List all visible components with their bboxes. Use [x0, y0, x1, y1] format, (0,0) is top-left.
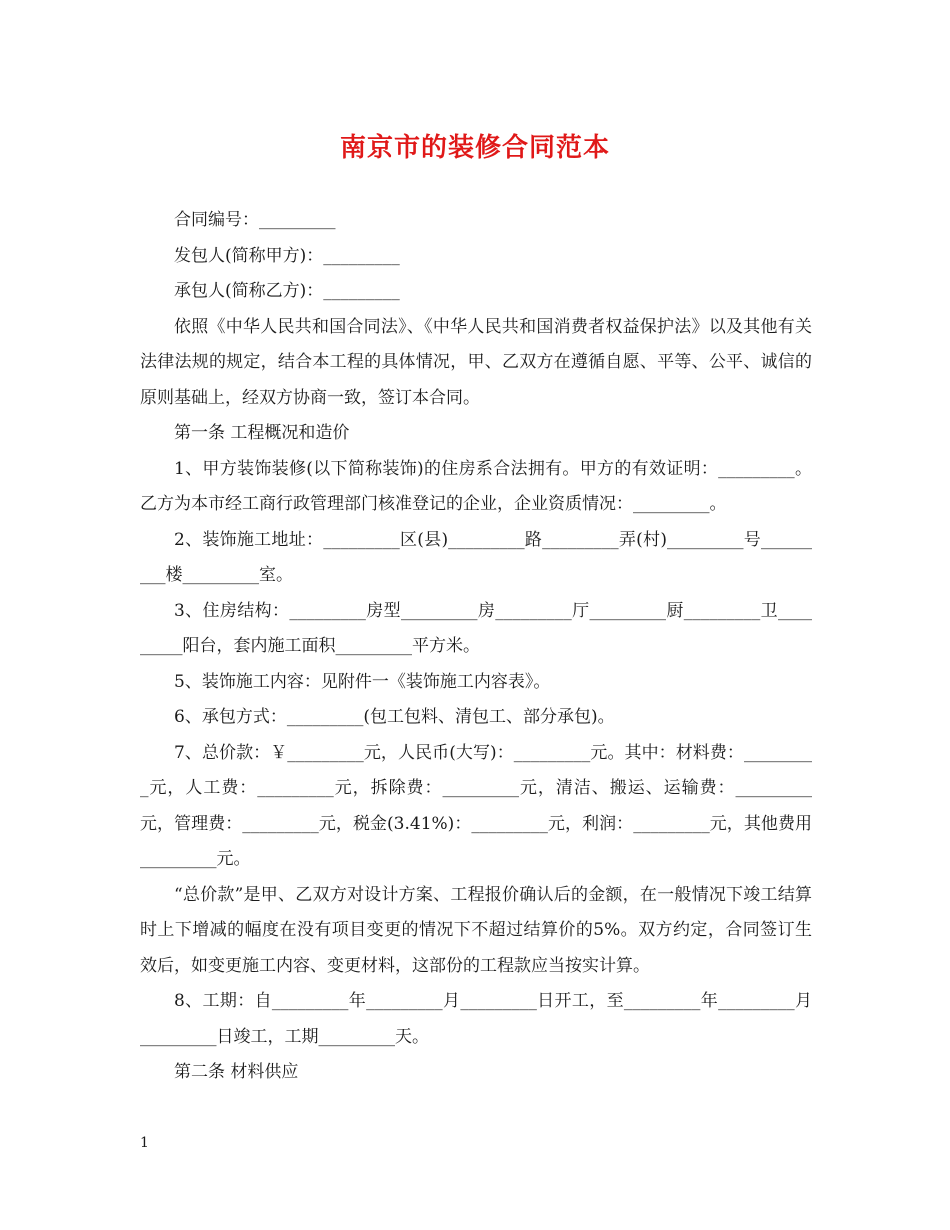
clause-2: 2、装饰施工地址：_________区(县)_________路_________弄(村)_________号_________楼_________室。	[140, 529, 812, 585]
page-number: 1	[140, 1135, 149, 1151]
total-price-note: “总价款”是甲、乙双方对设计方案、工程报价确认后的金额，在一般情况下竣工结算时上下增减的幅度在没有项目变更的情况下不超过结算价的5%。双方约定，合同签订生效后，如变更施工内容、变更材料，这部份的工程款应当按实计算。	[140, 884, 812, 976]
party-a-line: 发包人(简称甲方)：_________	[174, 245, 400, 266]
clause-5: 5、装饰施工内容：见附件一《装饰施工内容表》。	[174, 671, 551, 692]
article-2-heading: 第二条 材料供应	[174, 1062, 299, 1082]
contract-number-line: 合同编号：_________	[174, 210, 336, 230]
document-title: 南京市的装修合同范本	[339, 133, 610, 163]
clause-1: 1、甲方装饰装修(以下简称装饰)的住房系合法拥有。甲方的有效证明：_________。乙方为本市经工商行政管理部门核准登记的企业，企业资质情况：_________。	[140, 458, 812, 514]
preamble-paragraph: 依照《中华人民共和国合同法》、《中华人民共和国消费者权益保护法》以及其他有关法律法规的规定，结合本工程的具体情况，甲、乙双方在遵循自愿、平等、公平、诚信的原则基础上，经双方协商一致，签订本合同。	[140, 316, 812, 408]
clause-6: 6、承包方式：_________(包工包料、清包工、部分承包)。	[174, 707, 615, 727]
clause-3: 3、住房结构：_________房型_________房_________厅_________厨_________卫_________阳台，套内施工面积_________平方米。	[140, 600, 812, 656]
article-1-heading: 第一条 工程概况和造价	[174, 423, 350, 443]
clause-8: 8、工期：自_________年_________月_________日开工，至_________年_________月_________日竣工，工期_________天。	[140, 991, 812, 1047]
document-body	[140, 203, 812, 1091]
party-b-line: 承包人(简称乙方)：_________	[174, 281, 400, 301]
clause-7: 7、总价款：￥_________元，人民币(大写)：_________元。其中：材料费：_________元，人工费：_________元，拆除费：_________元，清洁、搬运、运输费：_________元，管理费：_________元，税金(3.41%)：_________元，利润：_________元，其他费用_________元。	[140, 742, 812, 869]
